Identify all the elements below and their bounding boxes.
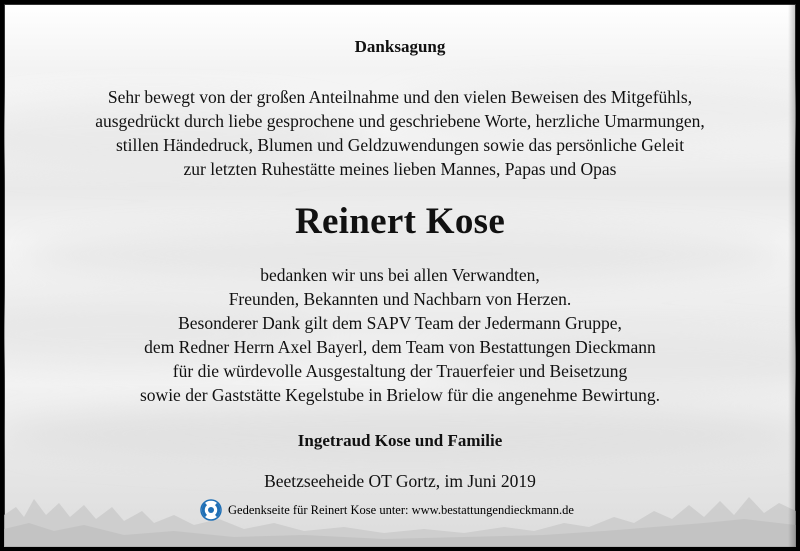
frame-shadow [788,4,796,547]
deceased-name: Reinert Kose [294,201,506,242]
memorial-page-text[interactable]: Gedenkseite für Reinert Kose unter: www.bestattungendieckmann.de [228,502,574,517]
thanks-line: Freunden, Bekannten und Nachbarn von Herzen. [228,289,572,309]
intro-line: ausgedrückt durch liebe gesprochene und geschriebene Worte, herzliche Umarmungen, [95,111,705,131]
memorial-page-icon [200,499,222,521]
thanks-line: dem Redner Herrn Axel Bayerl, dem Team von Bestattungen Dieckmann [144,337,656,357]
thanks-line: sowie der Gaststätte Kegelstube in Brielow für die angenehme Bewirtung. [140,385,660,405]
signature: Ingetraud Kose und Familie [297,431,503,450]
thanks-paragraph [4,263,796,407]
place-date: Beetzseeheide OT Gortz, im Juni 2019 [264,471,536,491]
intro-line: stillen Händedruck, Blumen und Geldzuwendungen sowie das persönliche Geleit [115,135,685,155]
intro-paragraph [4,85,796,181]
thanks-line: Besonderer Dank gilt dem SAPV Team der Jedermann Gruppe, [178,313,622,333]
intro-line: zur letzten Ruhestätte meines lieben Mannes, Papas und Opas [183,159,617,179]
thanks-line: für die würdevolle Ausgestaltung der Trauerfeier und Beisetzung [172,361,628,381]
intro-line: Sehr bewegt von der großen Anteilnahme und den vielen Beweisen des Mitgefühls, [107,87,693,107]
thanks-line: bedanken wir uns bei allen Verwandten, [260,265,540,285]
memorial-page-link[interactable] [200,498,574,522]
heading: Danksagung [354,37,446,56]
